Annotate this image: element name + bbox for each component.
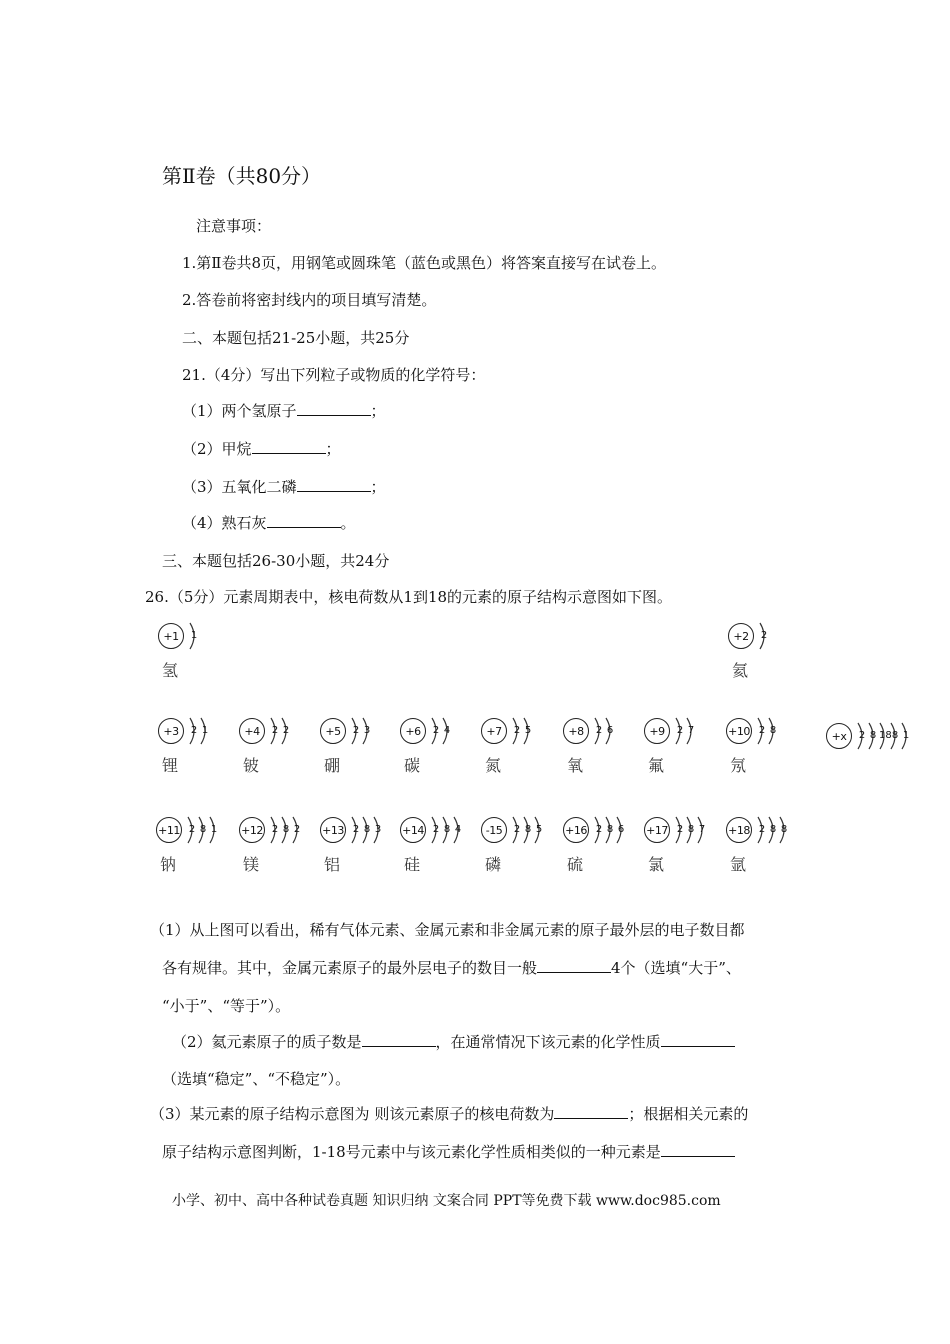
q26-sub3-text: （3）某元素的原子结构示意图为 则该元素原子的核电荷数为 (150, 1105, 555, 1123)
atom-diagram (239, 718, 327, 790)
electron-count: 3 (363, 725, 371, 736)
q21-item-1 (182, 401, 386, 421)
atom-diagram (563, 817, 651, 889)
element-name: 氯 (648, 855, 665, 874)
electron-count: 2 (760, 630, 768, 641)
electron-count: 1 (201, 725, 209, 736)
electron-count: 7 (698, 824, 706, 835)
electron-count: 6 (606, 725, 614, 736)
atom-diagram (158, 718, 246, 790)
q26-sub2-line2: （选填“稳定”、“不稳定”）。 (162, 1070, 351, 1088)
electron-shell (533, 815, 544, 845)
electron-shells (674, 815, 707, 845)
answer-blank[interactable] (267, 513, 341, 528)
electron-shell (615, 815, 626, 845)
electron-shell (593, 815, 604, 845)
q26-stem: 26.（5分）元素周期表中，核电荷数从1到18的元素的原子结构示意图如下图。 (145, 588, 673, 606)
electron-count: 2 (293, 824, 301, 835)
electron-count: 8 (363, 824, 371, 835)
section3-heading: 三、本题包括26-30小题，共24分 (162, 552, 390, 570)
nucleus-charge: -15 (481, 817, 507, 843)
electron-shell (199, 716, 210, 746)
electron-count: 2 (858, 730, 866, 741)
nucleus-charge: +11 (156, 817, 182, 843)
electron-count: 2 (271, 725, 279, 736)
electron-count: 2 (282, 725, 290, 736)
electron-count: 8 (199, 824, 207, 835)
electron-shells (856, 721, 911, 751)
electron-count: 5 (535, 824, 543, 835)
electron-shell (878, 721, 892, 751)
nucleus-charge: +13 (320, 817, 346, 843)
atom-diagram (563, 718, 651, 790)
electron-count: 2 (188, 824, 196, 835)
atom-diagram (239, 817, 327, 889)
answer-blank[interactable] (297, 477, 371, 492)
electron-shells (758, 621, 769, 651)
electron-shells (674, 716, 696, 746)
electron-shell (778, 815, 789, 845)
atom-diagram (644, 817, 732, 889)
electron-shell (593, 716, 604, 746)
answer-blank[interactable] (537, 958, 611, 973)
electron-shells (756, 815, 789, 845)
atom-diagram (726, 718, 814, 790)
atom-diagram (158, 623, 246, 695)
nucleus-charge: +14 (400, 817, 426, 843)
q21-item-3 (182, 477, 386, 497)
element-name: 氦 (732, 661, 749, 680)
q26-sub2-line1 (172, 1032, 735, 1052)
electron-count: 2 (432, 824, 440, 835)
electron-shells (756, 716, 778, 746)
electron-shell (441, 815, 452, 845)
electron-count: 18 (879, 730, 892, 741)
answer-blank[interactable] (661, 1142, 735, 1157)
electron-shell (685, 716, 696, 746)
nucleus-charge: +x (826, 723, 852, 749)
notice-item-2: 2.答卷前将密封线内的项目填写清楚。 (182, 291, 437, 309)
electron-count: 8 (524, 824, 532, 835)
electron-shells (430, 716, 452, 746)
electron-shell (269, 716, 280, 746)
q21-item-2-end: ； (325, 440, 341, 458)
element-name: 硼 (324, 756, 341, 775)
electron-count: 2 (352, 824, 360, 835)
electron-shell (900, 721, 911, 751)
electron-shell (208, 815, 219, 845)
electron-shell (197, 815, 208, 845)
element-name: 硫 (567, 855, 584, 874)
element-name: 氩 (730, 855, 747, 874)
electron-shells (188, 621, 199, 651)
electron-count: 2 (513, 824, 521, 835)
electron-shells (511, 716, 533, 746)
electron-shells (350, 716, 372, 746)
electron-count: 8 (443, 824, 451, 835)
element-name: 镁 (243, 855, 260, 874)
answer-blank[interactable] (362, 1032, 436, 1047)
q21-item-4 (182, 513, 356, 533)
nucleus-charge: +2 (728, 623, 754, 649)
electron-count: 2 (595, 725, 603, 736)
atom-diagram (320, 718, 408, 790)
atom-diagram (826, 723, 914, 795)
q21-item-1-label: （1）两个氢原子 (182, 402, 297, 420)
q21-item-3-end: ； (370, 478, 386, 496)
q21-item-1-end: ； (370, 402, 386, 420)
atom-diagram (481, 718, 569, 790)
nucleus-charge: +18 (726, 817, 752, 843)
electron-shells (593, 716, 615, 746)
element-name: 氟 (648, 756, 665, 775)
electron-count: 8 (769, 725, 777, 736)
electron-shell (756, 815, 767, 845)
electron-count: 4 (443, 725, 451, 736)
atom-diagram (726, 817, 814, 889)
electron-shell (280, 815, 291, 845)
element-name: 碳 (404, 756, 421, 775)
electron-count: 2 (758, 725, 766, 736)
electron-shell (511, 716, 522, 746)
electron-shell (889, 721, 900, 751)
element-name: 铝 (324, 855, 341, 874)
q26-sub2-text: （2）氦元素原子的质子数是 (172, 1033, 362, 1051)
electron-count: 4 (454, 824, 462, 835)
q21-item-3-label: （3）五氧化二磷 (182, 478, 297, 496)
electron-count: 8 (780, 824, 788, 835)
q21-stem: 21.（4分）写出下列粒子或物质的化学符号： (182, 366, 486, 384)
q26-sub3-text-b: 原子结构示意图判断，1-18号元素中与该元素化学性质相类似的一种元素是 (162, 1143, 661, 1161)
electron-shells (350, 815, 383, 845)
electron-shells (269, 716, 291, 746)
electron-count: 1 (190, 630, 198, 641)
nucleus-charge: +9 (644, 718, 670, 744)
electron-count: 2 (190, 725, 198, 736)
element-name: 磷 (485, 855, 502, 874)
nucleus-charge: +17 (644, 817, 670, 843)
nucleus-charge: +4 (239, 718, 265, 744)
electron-shell (674, 716, 685, 746)
electron-shell (186, 815, 197, 845)
electron-count: 2 (595, 824, 603, 835)
nucleus-charge: +10 (726, 718, 752, 744)
electron-count: 2 (758, 824, 766, 835)
q21-item-2 (182, 439, 341, 459)
electron-shell (511, 815, 522, 845)
q26-sub2-text-mid: ，在通常情况下该元素的化学性质 (435, 1033, 661, 1051)
electron-count: 3 (374, 824, 382, 835)
q26-sub3-text-mid: ；根据相关元素的 (628, 1105, 749, 1123)
q26-sub1-text: 各有规律。其中，金属元素原子的最外层电子的数目一般 (162, 959, 538, 977)
section-title: 第Ⅱ卷（共80分） (162, 164, 322, 188)
nucleus-charge: +16 (563, 817, 589, 843)
electron-count: 2 (513, 725, 521, 736)
electron-count: 8 (769, 824, 777, 835)
electron-shell (269, 815, 280, 845)
electron-shell (522, 815, 533, 845)
atom-diagram (481, 817, 569, 889)
answer-blank[interactable] (297, 401, 371, 416)
electron-shell (430, 815, 441, 845)
electron-count: 8 (891, 730, 899, 741)
electron-count: 8 (687, 824, 695, 835)
electron-shell (350, 815, 361, 845)
atom-diagram (644, 718, 732, 790)
electron-shells (269, 815, 302, 845)
electron-shell (361, 815, 372, 845)
electron-count: 2 (676, 725, 684, 736)
element-name: 铍 (243, 756, 260, 775)
answer-blank[interactable] (554, 1104, 628, 1119)
electron-shell (430, 716, 441, 746)
element-name: 氧 (567, 756, 584, 775)
nucleus-charge: +6 (400, 718, 426, 744)
section2-heading: 二、本题包括21-25小题，共25分 (182, 329, 410, 347)
electron-count: 6 (617, 824, 625, 835)
notice-item-1: 1.第Ⅱ卷共8页，用钢笔或圆珠笔（蓝色或黑色）将答案直接写在试卷上。 (182, 254, 667, 272)
electron-shells (430, 815, 463, 845)
electron-shell (291, 815, 302, 845)
answer-blank[interactable] (252, 439, 326, 454)
electron-shell (372, 815, 383, 845)
element-name: 氮 (485, 756, 502, 775)
electron-shell (696, 815, 707, 845)
electron-shell (452, 815, 463, 845)
notice-heading: 注意事项： (196, 217, 272, 235)
electron-shell (522, 716, 533, 746)
electron-count: 5 (524, 725, 532, 736)
nucleus-charge: +8 (563, 718, 589, 744)
electron-shell (867, 721, 878, 751)
electron-shell (767, 815, 778, 845)
electron-shell (188, 621, 199, 651)
electron-shell (604, 815, 615, 845)
electron-shells (186, 815, 219, 845)
electron-count: 7 (687, 725, 695, 736)
electron-shell (280, 716, 291, 746)
electron-count: 1 (210, 824, 218, 835)
nucleus-charge: +12 (239, 817, 265, 843)
electron-shell (350, 716, 361, 746)
q21-item-2-label: （2）甲烷 (182, 440, 252, 458)
electron-shell (188, 716, 199, 746)
q21-item-4-label: （4）熟石灰 (182, 514, 267, 532)
q26-sub1-line1: （1）从上图可以看出，稀有气体元素、金属元素和非金属元素的原子最外层的电子数目都 (150, 921, 745, 939)
q26-sub1-line2 (162, 958, 741, 978)
q26-sub1-text-post: 4个（选填“大于”、 (611, 959, 741, 977)
element-name: 硅 (404, 855, 421, 874)
electron-count: 8 (869, 730, 877, 741)
electron-count: 2 (676, 824, 684, 835)
q26-sub3-line2 (162, 1142, 735, 1162)
nucleus-charge: +7 (481, 718, 507, 744)
nucleus-charge: +5 (320, 718, 346, 744)
electron-shell (758, 621, 769, 651)
page-footer: 小学、初中、高中各种试卷真题 知识归纳 文案合同 PPT等免费下载 www.doc985.com (172, 1193, 721, 1209)
atom-diagram (400, 718, 488, 790)
electron-count: 8 (606, 824, 614, 835)
element-name: 氢 (162, 661, 179, 680)
electron-shell (756, 716, 767, 746)
electron-shell (767, 716, 778, 746)
electron-count: 8 (282, 824, 290, 835)
electron-shells (593, 815, 626, 845)
element-name: 锂 (162, 756, 179, 775)
atom-diagram (156, 817, 244, 889)
q26-sub1-line3: “小于”、“等于”）。 (162, 997, 291, 1015)
electron-shell (856, 721, 867, 751)
electron-shell (685, 815, 696, 845)
q26-sub3-line1 (150, 1104, 748, 1124)
nucleus-charge: +1 (158, 623, 184, 649)
answer-blank[interactable] (661, 1032, 735, 1047)
atom-diagram (320, 817, 408, 889)
atom-diagram (728, 623, 816, 695)
electron-count: 2 (352, 725, 360, 736)
electron-count: 2 (271, 824, 279, 835)
electron-shell (604, 716, 615, 746)
electron-shells (511, 815, 544, 845)
electron-count: 2 (432, 725, 440, 736)
electron-shell (361, 716, 372, 746)
element-name: 氖 (730, 756, 747, 775)
element-name: 钠 (160, 855, 177, 874)
q21-item-4-end: 。 (340, 514, 356, 532)
atom-diagram (400, 817, 488, 889)
nucleus-charge: +3 (158, 718, 184, 744)
electron-shell (674, 815, 685, 845)
electron-shells (188, 716, 210, 746)
electron-count: 1 (902, 730, 910, 741)
electron-shell (441, 716, 452, 746)
